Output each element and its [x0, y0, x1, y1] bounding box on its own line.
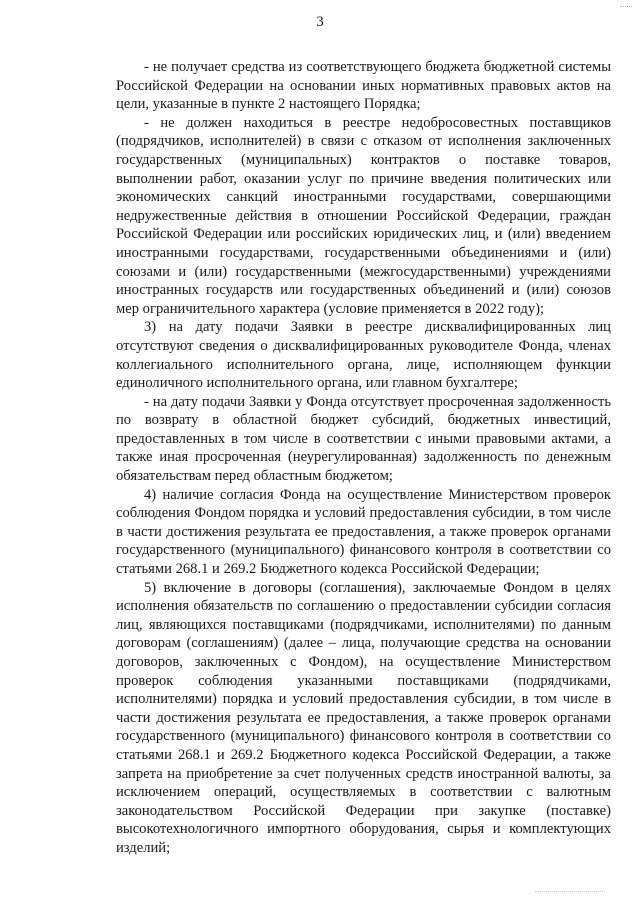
paragraph-consent-to-inspections: 4) наличие согласия Фонда на осуществление Министерством проверок соблюдения Фондом порядка и условий предоставления субсидии, в том числе в части достижения результата ее предоставления, а также проверок органами государственного (муниципального) финансового контроля в соответствии со статьями 268.1 и 269.2 Бюджетного кодекса Российской Федерации;	[116, 486, 611, 578]
paragraph-overdue-debt: - на дату подачи Заявки у Фонда отсутствует просроченная задолженность по возврату в областной бюджет субсидий, бюджетных инвестиций, предоставленных в том числе в соответствии с иными правовыми актами, а также иная просроченная (неурегулированная) задолженность по денежным обязательствам перед областным бюджетом;	[116, 393, 611, 485]
document-body	[116, 58, 611, 858]
paragraph-disqualified-persons: 3) на дату подачи Заявки в реестре дисквалифицированных лиц отсутствуют сведения о дисквалифицированных руководителе Фонда, членах коллегиального исполнительного органа, лице, исполняющем функции единоличного исполнительного органа, или главном бухгалтере;	[116, 319, 611, 392]
paragraph-contract-inclusion: 5) включение в договоры (соглашения), заключаемые Фондом в целях исполнения обязательств по соглашению о предоставлении субсидии согласия лиц, являющихся поставщиками (подрядчиками, исполнителями) по данным договорам (соглашениям) (далее – лица, получающие средства на основании договоров, заключенных с Фондом), на осуществление Министерством проверок соблюдения указанными поставщиками (подрядчиками, исполнителями) порядка и условий предоставления субсидии, в том числе в части достижения результата ее предоставления, а также проверок органами государственного (муниципального) финансового контроля в соответствии со статьями 268.1 и 269.2 Бюджетного кодекса Российской Федерации, а также запрета на приобретение за счет полученных средств иностранной валюты, за исключением операций, осуществляемых в соответствии с валютным законодательством Российской Федерации при закупке (поставке) высокотехнологичного импортного оборудования, сырья и комплектующих изделий;	[116, 579, 611, 856]
scan-mark	[535, 891, 605, 893]
paragraph-unscrupulous-suppliers-registry: - не должен находиться в реестре недобросовестных поставщиков (подрядчиков, исполнителей) в связи с отказом от исполнения заключенных государственных (муниципальных) контрактов о поставке товаров, выполнении работ, оказании услуг по причине введения политических или экономических санкций иностранными государствами, совершающими недружественные действия в отношении Российской Федерации, граждан Российской Федерации или российских юридических лиц, и (или) введением иностранными государствами, государственными объединениями и (или) союзами и (или) государственными (межгосударственными) учреждениями иностранных государств или государственных объединений и (или) союзов мер ограничительного характера (условие применяется в 2022 году);	[116, 114, 611, 317]
paragraph-budget-funds: - не получает средства из соответствующего бюджета бюджетной системы Российской Федерации на основании иных нормативных правовых актов на цели, указанные в пункте 2 настоящего Порядка;	[116, 59, 611, 113]
scan-mark	[620, 6, 632, 13]
page-number: 3	[316, 14, 324, 30]
